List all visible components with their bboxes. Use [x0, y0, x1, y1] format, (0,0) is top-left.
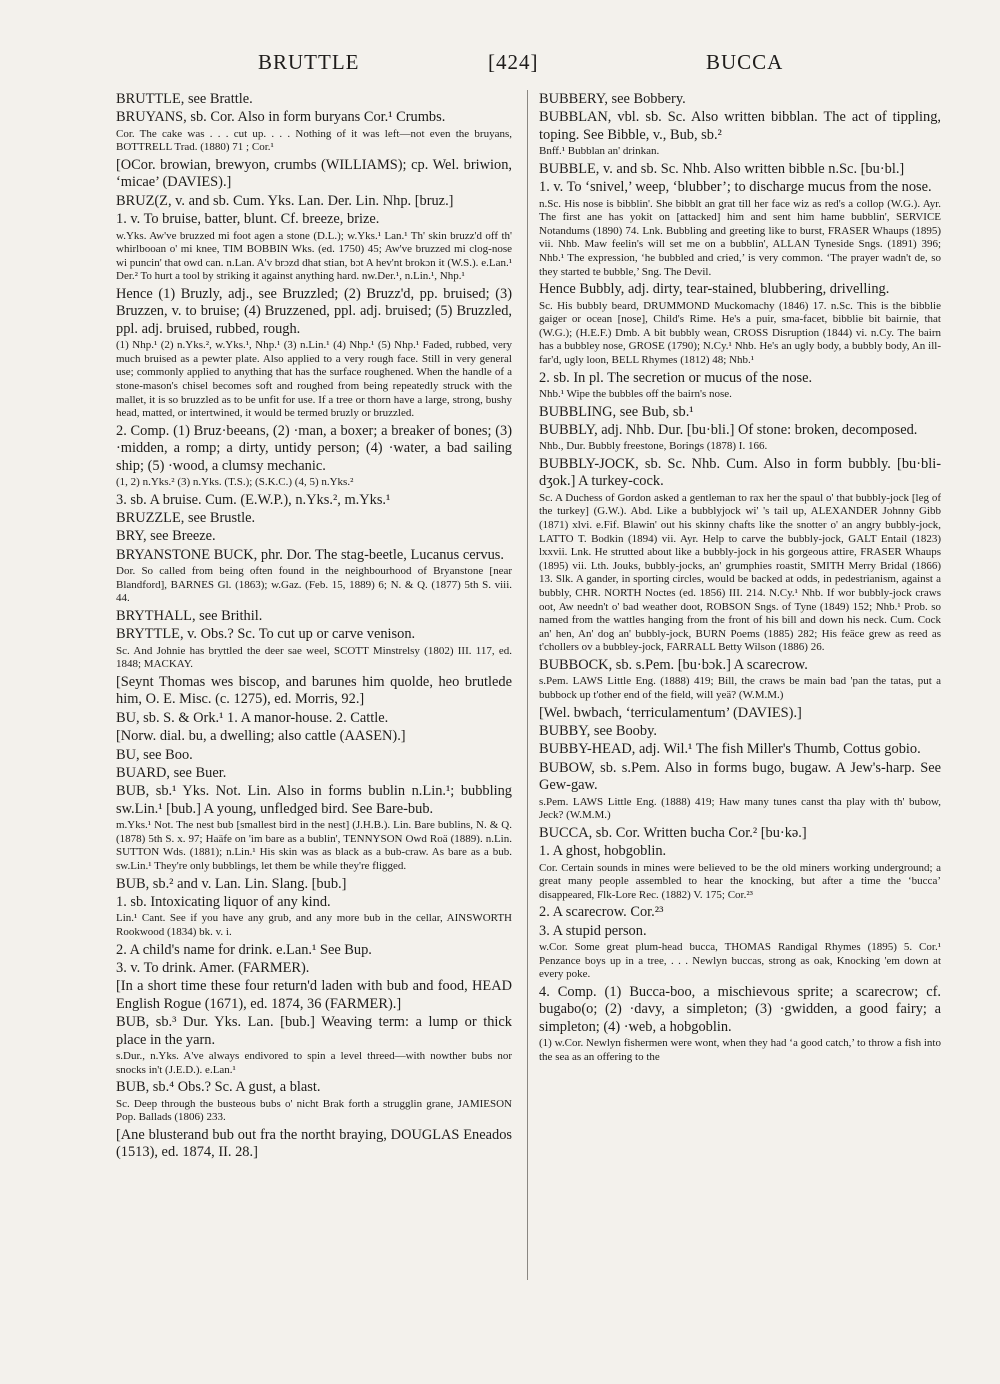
running-head-left: BRUTTLE	[258, 50, 360, 74]
right-column	[539, 91, 941, 1291]
entry-paragraph: [Seynt Thomas wes biscop, and barunes him quolde, heo brutlede him, O. E. Misc. (c. 1275), ed. Morris, 92.]	[116, 674, 512, 708]
entry-paragraph: BUBBY, see Booby.	[539, 722, 657, 739]
entry-paragraph: [Norw. dial. bu, a dwelling; also cattle (AASEN).]	[116, 728, 406, 745]
citation: Sc. A Duchess of Gordon asked a gentleman to rax her the spaul o' that bubbly-jock [leg of the turkey] (G.W.). Abd. Like a bubblyjock wi' 's tail up, ALEXANDER Johnny Gibb (1871) xlvi. e.Fif. Blawin' out his skinny chafts like the snotter o' an angry bubbly-jock, LATTO T. Bodkin (1894) vii. Ayr. Help to carve the bubbly-jock, GALT Entail (1823) lxxvii. Lnk. He strutted about like a bubbly-jock in his gorgeous attire, FRASER Whaups (1895) vii. Lth. Jouks, bubbly-jocks, an' grumphies roastit, SMITH Merry Bridal (1866) 13. Slk. A gander, in sporting circles, would be backed at odds, in pedestrianism, against a bubbly, CHR. NORTH Noctes (ed. 1856) III. 214. N.Cy.¹ Nhb. If wor bubbly-jock craws oot, Aw needn't o' bad weather doot, ROBSON Sngs. of Tyne (1849) 152; Nhb.¹ Prob. so named from the wattles hanging from the front of his bill and down his neck. Cum. Cock an' hen, An' dog an' bubbly-jock, BURN Poems (1885) 282; His feäce grew as reed as t'chollers ov a bubbley-jock, FARRALL Betty Wilson (1886) 26.	[539, 491, 941, 654]
page-number: [424]	[488, 50, 539, 74]
entry-paragraph: BUCCA, sb. Cor. Written bucha Cor.² [bu·kə.]	[539, 824, 807, 841]
citation: n.Sc. His nose is bibblin'. She bibblt an grat till her face wiz as red's a collop (W.G.). Ayr. The first ane has yokit on [attacked] him and sent him hame bubblin', SERVICE Notandums (1890) 74. Lnk. Bubbling and greeting like to burst, FRASER Whaups (1895) vii. Nhb. Maw feelin's will set me on a bubblin', ALLAN Tyneside Sngs. (1891) 396; Nhb.¹ The expression, ‘he bubbled and cried,’ is very common. ‘The prayer wadn't de, so they started te bubble,’ Sng. The Devil.	[539, 197, 941, 278]
citation: (1, 2) n.Yks.² (3) n.Yks. (T.S.); (S.K.C.) (4, 5) n.Yks.²	[116, 476, 354, 488]
entry-paragraph: 3. v. To drink. Amer. (FARMER).	[116, 960, 310, 977]
citation: Sc. Deep through the busteous bubs o' nicht Brak forth a strugglin grane, JAMIESON Pop. Ballads (1806) 233.	[116, 1097, 512, 1124]
entry-paragraph: BRY, see Breeze.	[116, 528, 216, 545]
entry-paragraph: Hence Bubbly, adj. dirty, tear-stained, blubbering, drivelling.	[539, 281, 890, 298]
citation: (1) Nhp.¹ (2) n.Yks.², w.Yks.¹, Nhp.¹ (3) n.Lin.¹ (4) Nhp.¹ (5) Nhp.¹ Faded, rubbed, very much bruised as a pewter plate. Also applied to a very rough face. Still in very general use; commonly applied to anything that has the surface roughened. When the handle of a stone-mason's chisel becomes soft and roughed from being repeatedly struck with the mallet, it is so bruzzled as to be unfit for use. If a tree or thorn have a large, strong, bushy head, matted, or intertwined, it would be termed bruzly or bruzzled.	[116, 339, 512, 420]
entry-paragraph: BU, sb. S. & Ork.¹ 1. A manor-house. 2. Cattle.	[116, 709, 389, 726]
entry-paragraph: BRYTHALL, see Brithil.	[116, 608, 263, 624]
entry-paragraph: [Ane blusterand bub out fra the northt braying, DOUGLAS Eneados (1513), ed. 1874, II. 28.]	[116, 1126, 512, 1161]
citation: w.Cor. Some great plum-head bucca, THOMAS Randigal Rhymes (1895) 5. Cor.¹ Penzance boys up in a tree, . . . Newlyn buccas, strong as oak, Knocking 'em down at every poke.	[539, 941, 941, 981]
entry-paragraph: BUBBLY-JOCK, sb. Sc. Nhb. Cum. Also in form bubbly. [bu·bli-dʒok.] A turkey-cock.	[539, 455, 941, 490]
running-head-right: BUCCA	[706, 50, 784, 74]
column-divider	[527, 90, 528, 1280]
citation: s.Pem. LAWS Little Eng. (1888) 419; Bill, the craws be main bad 'pan the tatas, put a bubbock up t'other end of the field, will yeä? (W.M.M.)	[539, 675, 941, 701]
entry-paragraph: BUBBLE, v. and sb. Sc. Nhb. Also written bibble n.Sc. [bu·bl.]	[539, 160, 905, 177]
left-column	[116, 91, 512, 1331]
entry-paragraph: 2. Comp. (1) Bruz·beeans, (2) ·man, a boxer; a breaker of bones; (3) ·midden, a romp; a dirty, untidy person; (4) ·water, a bad sailing ship; (5) ·wood, a clumsy mechanic.	[116, 422, 512, 474]
entry-paragraph: BUBBLAN, vbl. sb. Sc. Also written bibblan. The act of tippling, toping. See Bibble, v., Bub, sb.²	[539, 109, 941, 143]
entry-paragraph: 3. sb. A bruise. Cum. (E.W.P.), n.Yks.², m.Yks.¹	[116, 491, 391, 508]
entry-paragraph: BUB, sb.⁴ Obs.? Sc. A gust, a blast.	[116, 1079, 321, 1096]
entry-paragraph: BUB, sb.³ Dur. Yks. Lan. [bub.] Weaving term: a lump or thick place in the yarn.	[116, 1014, 512, 1048]
citation: Nhb., Dur. Bubbly freestone, Borings (1878) I. 166.	[539, 440, 768, 453]
entry-paragraph: [In a short time these four return'd laden with bub and food, HEAD English Rogue (1671), ed. 1874, 36 (FARMER).]	[116, 978, 512, 1012]
entry-paragraph: 4. Comp. (1) Bucca-boo, a mischievous sprite; a scarecrow; cf. bugabo(o; (2) ·davy, a simpleton; (3) ·gwidden, a good fairy; a simpleton; (4) ·web, a hobgoblin.	[539, 983, 941, 1035]
citation: Sc. His bubbly beard, DRUMMOND Muckomachy (1846) 17. n.Sc. This is the bibblie gaiger or ocean [nose], Child's Rime. He's a puir, sma-facet, bibblie bit bairnie, that (W.G.); (H.E.F.) Dmb. A bit bubbly wean, CROSS Disruption (1844) vi. n.Cy. The bairn has a bubbley nose, GROSE (1790); N.Cy.¹ Nhb. He's an ugly body, a bubbly body, An ill-far'd, ugly loon, BELL Rhymes (1812) 48; Nhb.¹	[539, 299, 941, 366]
citation: w.Yks. Aw've bruzzed mi foot agen a stone (D.L.); w.Yks.¹ Lan.¹ Th' skin bruzz'd off th' whirlbooan o' mi knee, TIM BOBBIN Wks. (ed. 1750) 45; Aw've bruzzed mi clog-nose wi puncin' that owd can. n.Lan. A'v brɔzd dhat stian, bɔt A hev'nt brokɔn it (W.S.). e.Lan.¹ Der.² To hurt a tool by striking it against anything hard. nw.Der.¹, n.Lin.¹, Nhp.¹	[116, 229, 512, 283]
citation: Cor. The cake was . . . cut up. . . . Nothing of it was left—not even the bruyans, BOTTRELL Trad. (1880) 71 ; Cor.¹	[116, 127, 512, 154]
entry-paragraph: 1. v. To ‘snivel,’ weep, ‘blubber’; to discharge mucus from the nose.	[539, 179, 932, 196]
citation: s.Dur., n.Yks. A've always endivored to spin a level threed—with nowther bubs nor snocks in't (J.E.D.). e.Lan.¹	[116, 1050, 512, 1076]
citation: (1) w.Cor. Newlyn fishermen were wont, when they had ‘a good catch,’ to throw a fish into the sea as an offering to the	[539, 1037, 941, 1063]
entry-paragraph: BRYTTLE, v. Obs.? Sc. To cut up or carve venison.	[116, 626, 416, 643]
citation: Lin.¹ Cant. See if you have any grub, and any more bub in the cellar, AINSWORTH Rookwood (1834) bk. v. i.	[116, 912, 512, 939]
entry-paragraph: 2. A child's name for drink. e.Lan.¹ See Bup.	[116, 941, 372, 958]
entry-paragraph: 2. sb. In pl. The secretion or mucus of the nose.	[539, 369, 813, 386]
entry-paragraph: [OCor. browian, brewyon, crumbs (WILLIAMS); cp. Wel. briwion, ‘micae’ (DAVIES).]	[116, 157, 512, 191]
entry-paragraph: [Wel. bwbach, ‘terriculamentum’ (DAVIES).]	[539, 704, 802, 721]
entry-paragraph: BUB, sb.² and v. Lan. Lin. Slang. [bub.]	[116, 875, 347, 892]
citation: m.Yks.¹ Not. The nest bub [smallest bird in the nest] (J.H.B.). Lin. Bare bublins, N. & Q. (1878) 5th S. x. 97; Haäfe on 'im bare as a bublin', TENNYSON Owd Roä (1889). n.Lin. SUTTON Wds. (1881); n.Lin.¹ His skin was as black as a bub-craw. As bare as a bub. sw.Lin.¹ They're only bubblings, let them be while they're fligged.	[116, 819, 512, 873]
entry-paragraph: BUARD, see Buer.	[116, 765, 227, 782]
citation: s.Pem. LAWS Little Eng. (1888) 419; Haw many tunes canst tha play with th' bubow, Jeck? (W.M.M.)	[539, 795, 941, 822]
entry-paragraph: BUBOW, sb. s.Pem. Also in forms bugo, bugaw. A Jew's-harp. See Gew-gaw.	[539, 759, 941, 794]
running-head	[0, 50, 1000, 82]
entry-paragraph: 3. A stupid person.	[539, 922, 647, 939]
entry-paragraph: Hence (1) Bruzly, adj., see Bruzzled; (2) Bruzz'd, pp. bruised; (3) Bruzzen, v. to bruise; (4) Bruzzened, ppl. adj. bruised; (5) Bruzzled, ppl. adj. bruised, rubbed, rough.	[116, 286, 512, 337]
citation: Nhb.¹ Wipe the bubbles off the bairn's nose.	[539, 387, 732, 400]
citation: Bnff.¹ Bubblan an' drinkan.	[539, 145, 660, 158]
entry-paragraph: BU, see Boo.	[116, 746, 193, 763]
citation: Dor. So called from being often found in the neighbourhood of Bryanstone [near Blandford], BARNES Gl. (1863); w.Gaz. (Feb. 15, 1889) 6; N. & Q. (1877) 5th S. viii. 44.	[116, 565, 512, 605]
entry-paragraph: BRYANSTONE BUCK, phr. Dor. The stag-beetle, Lucanus cervus.	[116, 546, 504, 563]
entry-paragraph: BUBBERY, see Bobbery.	[539, 91, 686, 107]
entry-paragraph: 2. A scarecrow. Cor.²³	[539, 904, 664, 921]
citation: Sc. And Johnie has bryttled the deer sae weel, SCOTT Minstrelsy (1802) III. 117, ed. 1848; MACKAY.	[116, 644, 512, 671]
entry-paragraph: BUBBY-HEAD, adj. Wil.¹ The fish Miller's Thumb, Cottus gobio.	[539, 741, 921, 758]
entry-paragraph: BUBBOCK, sb. s.Pem. [bu·bɔk.] A scarecrow.	[539, 656, 808, 673]
entry-paragraph: BRUZZLE, see Brustle.	[116, 510, 256, 526]
entry-paragraph: BRUTTLE, see Brattle.	[116, 91, 253, 107]
entry-paragraph: BUB, sb.¹ Yks. Not. Lin. Also in forms bublin n.Lin.¹; bubbling sw.Lin.¹ [bub.] A young, unfledged bird. See Bare-bub.	[116, 783, 512, 817]
entry-paragraph: BUBBLY, adj. Nhb. Dur. [bu·bli.] Of stone: broken, decomposed.	[539, 421, 918, 438]
entry-paragraph: 1. v. To bruise, batter, blunt. Cf. breeze, brize.	[116, 211, 380, 228]
entry-paragraph: BRUYANS, sb. Cor. Also in form buryans Cor.¹ Crumbs.	[116, 109, 446, 126]
entry-paragraph: 1. sb. Intoxicating liquor of any kind.	[116, 894, 331, 911]
entry-paragraph: 1. A ghost, hobgoblin.	[539, 843, 667, 860]
entry-paragraph: BRUZ(Z, v. and sb. Cum. Yks. Lan. Der. Lin. Nhp. [bruz.]	[116, 192, 454, 209]
citation: Cor. Certain sounds in mines were believed to be the old miners working underground; a great many people assembled to hear the knocking, but after a time the ‘bucca’ disappeared, Flk-Lore Rec. (1882) V. 175; Cor.²³	[539, 861, 941, 901]
entry-paragraph: BUBBLING, see Bub, sb.¹	[539, 403, 694, 420]
